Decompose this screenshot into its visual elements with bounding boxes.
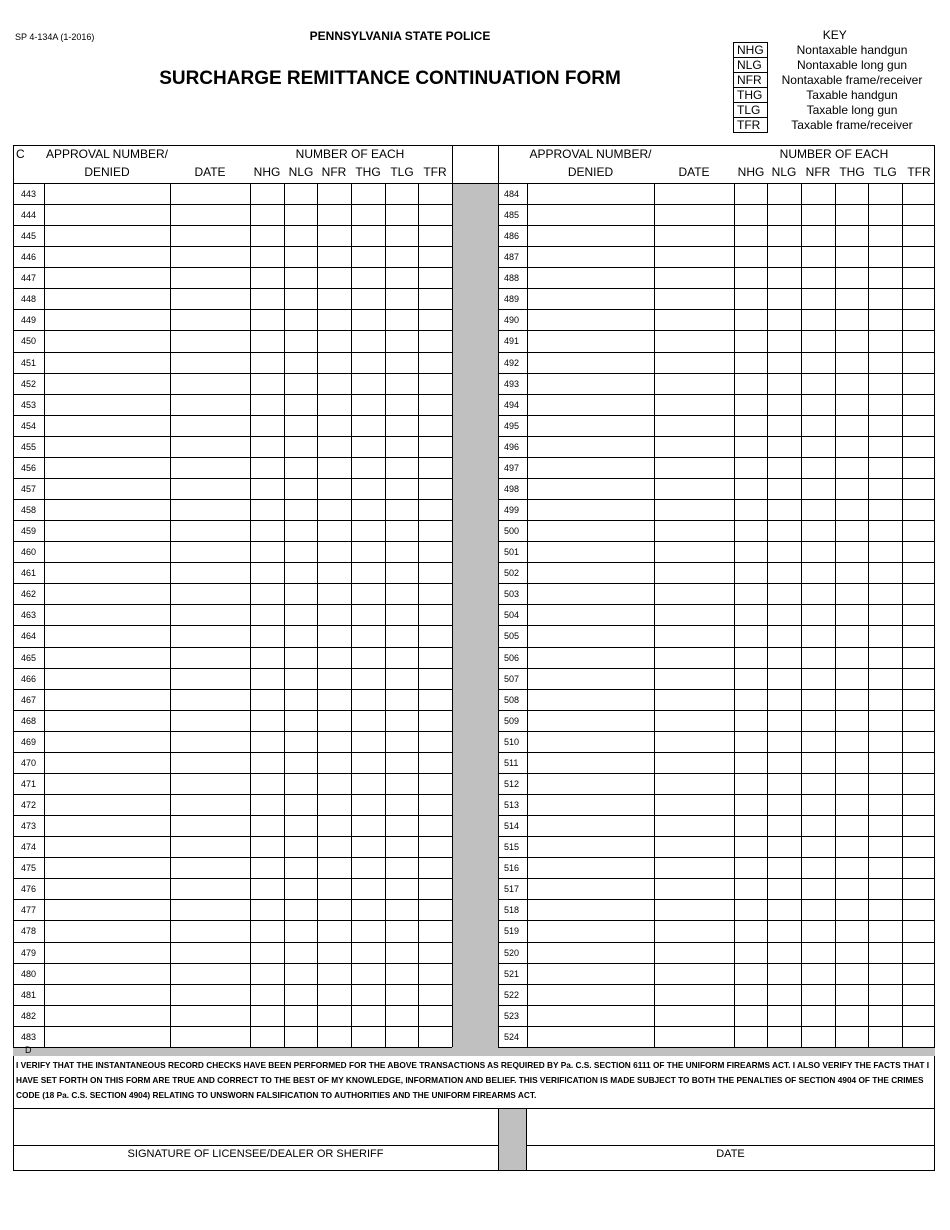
row-number: 456 (21, 463, 37, 473)
signature-line[interactable] (13, 1145, 498, 1146)
row-line (13, 773, 452, 774)
key-code: TFR (734, 118, 768, 133)
row-line (13, 963, 452, 964)
row-line (13, 562, 452, 563)
row-line (498, 309, 935, 310)
row-number: 459 (21, 526, 37, 536)
key-table (733, 28, 936, 133)
row-number: 505 (504, 631, 520, 641)
row-line (498, 1026, 935, 1027)
row-number: 489 (504, 294, 520, 304)
row-line (498, 731, 935, 732)
column-line (284, 183, 285, 1047)
row-line (13, 1026, 452, 1027)
section-d-band (13, 1047, 935, 1056)
row-number: 472 (21, 800, 37, 810)
row-number: 514 (504, 821, 520, 831)
row-line (13, 499, 452, 500)
form-number: SP 4-134A (1-2016) (15, 32, 95, 42)
row-line (13, 457, 452, 458)
type-column-header: THG (839, 165, 865, 179)
row-line (13, 794, 452, 795)
row-line (498, 267, 935, 268)
row-number: 481 (21, 990, 37, 1000)
row-line (13, 604, 452, 605)
row-line (498, 352, 935, 353)
row-number: 497 (504, 463, 520, 473)
row-number: 488 (504, 273, 520, 283)
row-line (13, 878, 452, 879)
date-header-left: DATE (194, 165, 226, 179)
row-number: 461 (21, 568, 37, 578)
row-number: 474 (21, 842, 37, 852)
row-line (498, 668, 935, 669)
row-number: 457 (21, 484, 37, 494)
key-title: KEY (822, 28, 847, 42)
row-line (13, 689, 452, 690)
section-d-label: D (25, 1045, 32, 1055)
key-code: NHG (734, 43, 768, 58)
row-line (498, 963, 935, 964)
row-number: 444 (21, 210, 37, 220)
row-number: 506 (504, 653, 520, 663)
row-line (498, 604, 935, 605)
row-line (498, 499, 935, 500)
row-line (13, 583, 452, 584)
row-number: 502 (504, 568, 520, 578)
row-line (498, 710, 935, 711)
row-line (13, 288, 452, 289)
row-number: 477 (21, 905, 37, 915)
row-number: 478 (21, 926, 37, 936)
row-number: 465 (21, 653, 37, 663)
row-line (498, 246, 935, 247)
row-number: 448 (21, 294, 37, 304)
row-number: 507 (504, 674, 520, 684)
key-code: THG (734, 88, 768, 103)
number-of-each-header-left: NUMBER OF EACH (295, 147, 405, 161)
row-line (498, 394, 935, 395)
type-column-header: TFR (423, 165, 447, 179)
row-line (13, 541, 452, 542)
row-number: 524 (504, 1032, 520, 1042)
row-number: 517 (504, 884, 520, 894)
row-line (498, 1005, 935, 1006)
signature-gray-divider (498, 1108, 526, 1170)
row-line (498, 457, 935, 458)
row-line (498, 562, 935, 563)
row-number: 494 (504, 400, 520, 410)
page-title: SURCHARGE REMITTANCE CONTINUATION FORM (159, 68, 621, 89)
column-line (317, 183, 318, 1047)
column-line (44, 183, 45, 1047)
key-desc: Taxable frame/receiver (791, 118, 913, 132)
type-column-header: THG (355, 165, 381, 179)
row-line (498, 794, 935, 795)
row-number: 453 (21, 400, 37, 410)
column-line (250, 183, 251, 1047)
row-number: 490 (504, 315, 520, 325)
type-column-header: NLG (288, 165, 314, 179)
row-number: 454 (21, 421, 37, 431)
row-line (13, 920, 452, 921)
row-number: 479 (21, 948, 37, 958)
row-line (498, 647, 935, 648)
row-line (13, 625, 452, 626)
date-line[interactable] (526, 1145, 935, 1146)
column-line (170, 183, 171, 1047)
row-line (498, 752, 935, 753)
key-desc: Nontaxable handgun (796, 43, 908, 57)
type-column-header: NLG (771, 165, 797, 179)
row-line (13, 436, 452, 437)
type-column-header: TLG (873, 165, 897, 179)
row-number: 498 (504, 484, 520, 494)
approval-header-left: APPROVAL NUMBER/ (45, 147, 169, 161)
type-column-header: TFR (907, 165, 931, 179)
row-line (498, 541, 935, 542)
row-number: 471 (21, 779, 37, 789)
row-line (13, 668, 452, 669)
row-number: 469 (21, 737, 37, 747)
row-number: 452 (21, 379, 37, 389)
key-code: TLG (734, 103, 768, 118)
key-desc: Nontaxable frame/receiver (781, 73, 923, 87)
row-line (498, 836, 935, 837)
key-code: NLG (734, 58, 768, 73)
row-number: 447 (21, 273, 37, 283)
row-line (498, 878, 935, 879)
row-number: 516 (504, 863, 520, 873)
column-line (527, 183, 528, 1047)
row-line (498, 625, 935, 626)
key-desc: Nontaxable long gun (796, 58, 908, 72)
column-line (767, 183, 768, 1047)
row-number: 451 (21, 358, 37, 368)
row-line (13, 394, 452, 395)
row-number: 499 (504, 505, 520, 515)
signature-label: SIGNATURE OF LICENSEE/DEALER OR SHERIFF (127, 1148, 384, 1160)
row-number: 493 (504, 379, 520, 389)
column-line (902, 183, 903, 1047)
row-line (13, 309, 452, 310)
type-column-header: NHG (253, 165, 281, 179)
row-line (13, 1047, 452, 1048)
date-label: DATE (716, 1148, 745, 1160)
row-number: 484 (504, 189, 520, 199)
column-line (801, 183, 802, 1047)
row-line (13, 267, 452, 268)
signature-divider-right (526, 1108, 527, 1170)
row-line (498, 520, 935, 521)
row-number: 511 (504, 758, 519, 768)
row-line (13, 373, 452, 374)
signature-top-line (13, 1108, 935, 1109)
column-line (654, 183, 655, 1047)
row-number: 470 (21, 758, 37, 768)
row-number: 487 (504, 252, 520, 262)
row-line (498, 225, 935, 226)
row-line (498, 689, 935, 690)
row-line (13, 731, 452, 732)
type-column-header: NHG (737, 165, 765, 179)
row-number: 504 (504, 610, 520, 620)
row-number: 476 (21, 884, 37, 894)
row-line (13, 836, 452, 837)
row-line (13, 752, 452, 753)
row-line (498, 899, 935, 900)
number-of-each-header-right: NUMBER OF EACH (779, 147, 889, 161)
row-line (498, 373, 935, 374)
date-header-right: DATE (678, 165, 710, 179)
row-number: 519 (504, 926, 520, 936)
type-column-header: TLG (390, 165, 414, 179)
row-line (498, 815, 935, 816)
agency-name: PENNSYLVANIA STATE POLICE (309, 29, 491, 43)
row-number: 521 (504, 969, 520, 979)
row-line (498, 204, 935, 205)
row-line (498, 288, 935, 289)
row-line (498, 583, 935, 584)
row-number: 464 (21, 631, 37, 641)
row-number: 462 (21, 589, 37, 599)
row-number: 460 (21, 547, 37, 557)
row-number: 509 (504, 716, 520, 726)
row-number: 450 (21, 336, 37, 346)
row-line (13, 647, 452, 648)
column-line (452, 145, 453, 1047)
header-bottom-line (13, 183, 935, 184)
row-number: 443 (21, 189, 37, 199)
row-line (498, 1047, 935, 1048)
row-number: 518 (504, 905, 520, 915)
row-number: 512 (504, 779, 520, 789)
row-line (13, 225, 452, 226)
row-number: 466 (21, 674, 37, 684)
row-number: 510 (504, 737, 520, 747)
row-number: 449 (21, 315, 37, 325)
column-line (351, 183, 352, 1047)
row-number: 500 (504, 526, 520, 536)
row-line (498, 478, 935, 479)
row-number: 503 (504, 589, 520, 599)
row-line (13, 984, 452, 985)
approval-header-right: APPROVAL NUMBER/ (529, 147, 652, 161)
row-line (13, 330, 452, 331)
row-line (498, 773, 935, 774)
row-number: 520 (504, 948, 520, 958)
row-line (498, 857, 935, 858)
row-number: 446 (21, 252, 37, 262)
row-line (13, 352, 452, 353)
row-line (13, 899, 452, 900)
type-column-header: NFR (321, 165, 347, 179)
row-number: 501 (504, 547, 520, 557)
column-line (835, 183, 836, 1047)
row-number: 515 (504, 842, 520, 852)
row-line (13, 1005, 452, 1006)
signature-divider-left (498, 1108, 499, 1170)
row-number: 482 (21, 1011, 37, 1021)
type-column-header: NFR (805, 165, 831, 179)
column-line (734, 183, 735, 1047)
row-number: 522 (504, 990, 520, 1000)
row-line (498, 330, 935, 331)
row-line (13, 415, 452, 416)
approval-header-right-denied: DENIED (567, 165, 614, 179)
row-number: 513 (504, 800, 520, 810)
row-number: 496 (504, 442, 520, 452)
column-line (418, 183, 419, 1047)
row-line (13, 710, 452, 711)
row-number: 467 (21, 695, 37, 705)
row-line (13, 857, 452, 858)
row-number: 475 (21, 863, 37, 873)
column-line (868, 183, 869, 1047)
row-number: 483 (21, 1032, 37, 1042)
row-number: 508 (504, 695, 520, 705)
row-number: 485 (504, 210, 520, 220)
row-line (498, 920, 935, 921)
approval-header-left-denied: DENIED (84, 165, 130, 179)
row-line (498, 415, 935, 416)
row-line (13, 815, 452, 816)
row-number: 455 (21, 442, 37, 452)
column-line (385, 183, 386, 1047)
row-number: 523 (504, 1011, 520, 1021)
row-number: 473 (21, 821, 37, 831)
row-line (498, 436, 935, 437)
middle-gray-column (452, 183, 498, 1047)
key-desc: Taxable handgun (806, 88, 898, 102)
row-number: 445 (21, 231, 37, 241)
row-line (13, 942, 452, 943)
row-number: 463 (21, 610, 37, 620)
row-line (498, 984, 935, 985)
key-desc: Taxable long gun (806, 103, 898, 117)
row-line (13, 478, 452, 479)
row-line (13, 204, 452, 205)
row-number: 491 (504, 336, 520, 346)
row-number: 492 (504, 358, 520, 368)
row-line (498, 942, 935, 943)
row-number: 480 (21, 969, 37, 979)
key-code: NFR (734, 73, 768, 88)
row-line (13, 520, 452, 521)
row-line (13, 246, 452, 247)
row-number: 495 (504, 421, 520, 431)
column-line (498, 145, 499, 1047)
row-number: 458 (21, 505, 37, 515)
verification-statement: I VERIFY THAT THE INSTANTANEOUS RECORD CHECKS HAVE BEEN PERFORMED FOR THE ABOVE TRANSACTIONS AS REQUIRED BY Pa. C.S. SECTION 6111 OF THE UNIFORM FIREARMS ACT. I ALSO VERIFY THE FACTS THAT I HAVE SET FORTH ON THIS FORM ARE TRUE AND CORRECT TO THE BEST OF MY KNOWLEDGE, INFORMATION AND BELIEF. THIS VERIFICATION IS MADE SUBJECT TO BOTH THE PENALTIES OF SECTION 4904 OF THE CRIMES CODE (18 Pa. C.S. SECTION 4904) RELATING TO UNSWORN FALSIFICATION TO AUTHORITIES AND THE UNIFORM FIREARMS ACT. (16, 1060, 930, 1100)
row-number: 486 (504, 231, 520, 241)
section-c-label: C (16, 147, 25, 161)
row-number: 468 (21, 716, 37, 726)
